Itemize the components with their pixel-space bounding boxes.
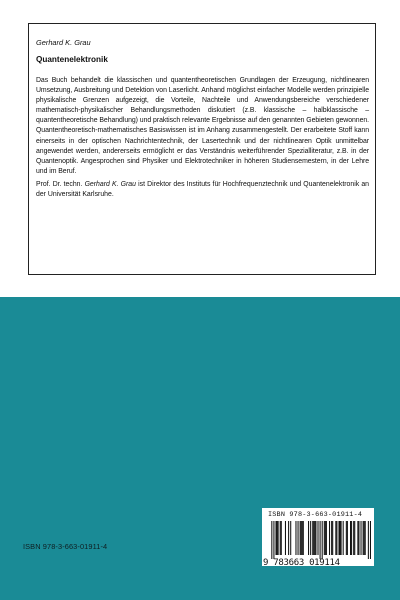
barcode-bar bbox=[341, 521, 342, 555]
barcode-bar bbox=[326, 521, 327, 555]
book-description: Das Buch behandelt die klassischen und quantentheoretischen Grundlagen der Erzeugung, nichtlinearen Umsetzung, Ausbreitung und Detektion von Laserlicht. Anhand möglichst einfacher Modelle werden prinzipielle physikalische Grenzen aufgezeigt, die Vorteile, Nachteile und Anwendungsbereiche verschiedener mathematisch-physikalischer Behandlungsmethoden diskutiert (z.B. klassische – halbklassische – quantentheoretische Behandlung) und praktisch relevante Ergebnisse auf den genannten Gebieten gewonnen. Quantentheoretisch-mathematisches Basiswissen ist im Anhang zusammengestellt. Der erarbeitete Stoff kann einerseits in der optischen Nachrichtentechnik, der Lasertechnik und der nichtlinearen Optik unmittelbar angewendet werden, andererseits ermöglicht er das Verständnis weiterführender Spezialliteratur, z.B. in der Quantenoptik. Angesprochen sind Physiker und Elektrotechniker in höheren Studiensemestern, in der Lehre und im Beruf. bbox=[36, 77, 369, 175]
barcode-bar bbox=[301, 521, 302, 555]
barcode-bar bbox=[300, 521, 301, 555]
barcode-bar bbox=[322, 521, 323, 559]
barcode-bar bbox=[313, 521, 314, 555]
barcode-bars bbox=[265, 521, 371, 559]
barcode-bar bbox=[347, 521, 348, 555]
barcode-bar bbox=[281, 521, 282, 555]
barcode-bar bbox=[358, 521, 359, 555]
isbn-text: ISBN 978-3-663-01911-4 bbox=[23, 542, 108, 551]
barcode-bar bbox=[340, 521, 341, 555]
barcode-bar bbox=[317, 521, 318, 555]
barcode-bar bbox=[271, 521, 272, 559]
barcode-bar bbox=[357, 521, 358, 555]
barcode-bar bbox=[335, 521, 336, 555]
barcode-bar bbox=[280, 521, 281, 555]
barcode-bar bbox=[329, 521, 330, 555]
description-box bbox=[28, 23, 376, 275]
barcode-bar bbox=[365, 521, 366, 555]
bio-prefix: Prof. Dr. techn. bbox=[36, 180, 85, 188]
barcode-bar bbox=[346, 521, 347, 555]
barcode-bar bbox=[350, 521, 351, 555]
barcode-bar bbox=[298, 521, 299, 555]
barcode-bar bbox=[336, 521, 337, 555]
barcode-isbn-label: ISBN 978-3-663-01911-4 bbox=[268, 511, 363, 519]
book-title: Quantenelektronik bbox=[36, 55, 108, 64]
barcode-bar bbox=[338, 521, 339, 555]
barcode bbox=[262, 508, 374, 566]
author-name: Gerhard K. Grau bbox=[36, 38, 91, 47]
barcode-bar bbox=[303, 521, 304, 555]
barcode-bar bbox=[363, 521, 364, 555]
barcode-bar bbox=[325, 521, 326, 555]
barcode-bar bbox=[288, 521, 289, 555]
bio-name: Gerhard K. Grau bbox=[84, 180, 136, 188]
barcode-bar bbox=[315, 521, 316, 555]
barcode-digits: 9 783663 019114 bbox=[263, 558, 340, 568]
barcode-bar bbox=[343, 521, 344, 555]
barcode-bar bbox=[277, 521, 278, 555]
barcode-bar bbox=[331, 521, 332, 555]
barcode-bar bbox=[354, 521, 355, 555]
barcode-bar bbox=[351, 521, 352, 555]
barcode-bar bbox=[324, 521, 325, 555]
barcode-bar bbox=[314, 521, 315, 555]
author-bio bbox=[36, 180, 369, 200]
barcode-bar bbox=[290, 521, 291, 555]
barcode-bar bbox=[295, 521, 296, 555]
barcode-bar bbox=[308, 521, 309, 555]
barcode-bar bbox=[364, 521, 365, 555]
barcode-bar bbox=[302, 521, 303, 555]
barcode-bar bbox=[276, 521, 277, 555]
barcode-bar bbox=[353, 521, 354, 555]
barcode-bar bbox=[273, 521, 274, 559]
barcode-bar bbox=[310, 521, 311, 555]
barcode-bar bbox=[312, 521, 313, 555]
barcode-bar bbox=[278, 521, 279, 555]
barcode-bar bbox=[368, 521, 369, 559]
barcode-bar bbox=[285, 521, 286, 555]
barcode-bar bbox=[361, 521, 362, 555]
bio-suffix: ist Direktor des Instituts für Hochfrequenztechnik und Quantenelektronik an der Universität Karlsruhe. bbox=[36, 180, 369, 199]
barcode-bar bbox=[370, 521, 371, 559]
barcode-bar bbox=[320, 521, 321, 559]
barcode-bar bbox=[332, 521, 333, 555]
